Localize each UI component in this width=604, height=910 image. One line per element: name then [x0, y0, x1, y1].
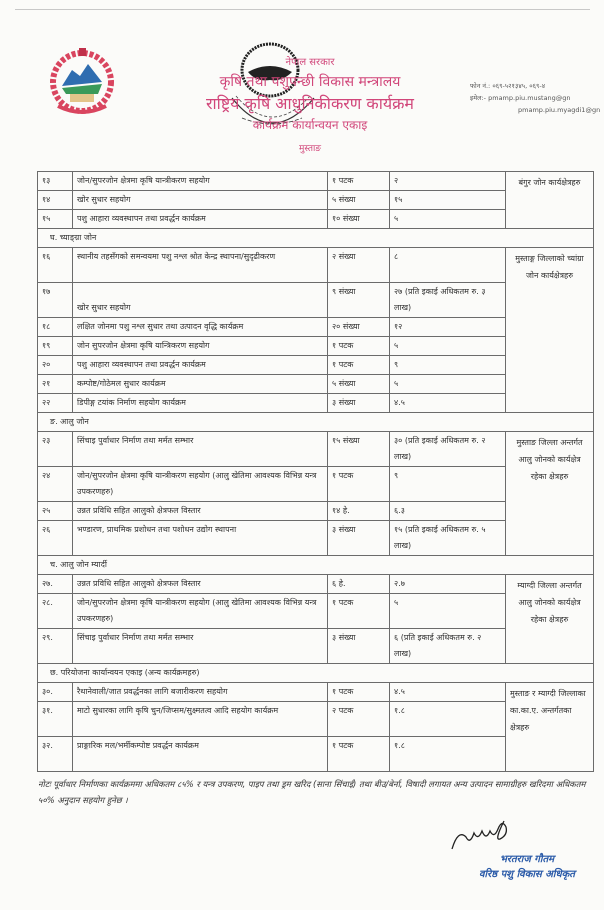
section-title: घ. च्याङ्ग्रा जोन	[38, 229, 594, 248]
cell-area: म्याग्दी जिल्ला अन्तर्गत आलु जोनको कार्यक्षेत्र रहेका क्षेत्रहरु	[506, 575, 594, 664]
cell-sn: २८.	[38, 594, 73, 629]
cell-budget: ५	[390, 375, 506, 394]
cell-budget: १२	[390, 318, 506, 337]
cell-budget: १.८	[390, 737, 506, 772]
header-government: नेपाल सरकार	[285, 57, 335, 68]
cell-unit: ९ संख्या	[328, 283, 390, 318]
table-row	[38, 575, 594, 594]
cell-sn: २३	[38, 432, 73, 467]
cell-unit: २ संख्या	[328, 248, 390, 283]
signature-mark	[448, 815, 518, 855]
table-row	[38, 432, 594, 467]
cell-budget: ९	[390, 356, 506, 375]
cell-sn: १९	[38, 337, 73, 356]
footnote: नोटः पूर्वाधार निर्माणका कार्यक्रममा अधिकतम ८५% र यन्त्र उपकरण, पाइप तथा ड्रम खरिद (साना सिंचाई) तथा बीउ/बेर्ना, विषादी लगायत अन्य उत्पादन सामाग्रीहरु खरिदमा अधिकतम ५०% अनुदान सहयोग हुनेछ ।	[38, 779, 586, 805]
program-table	[37, 171, 594, 772]
phone-value: ०६९-५२१३४५, ०६९-४	[492, 82, 546, 90]
cell-unit: १० संख्या	[328, 210, 390, 229]
signatory-name: भरतराज गौतम	[499, 854, 555, 865]
cell-activity: रैथानेवाली/जात प्रवर्द्धनका लागि बजारीकरण सहयोग	[73, 683, 328, 702]
cell-budget: ३० (प्रति इकाई अधिकतम रु. २ लाख)	[390, 432, 506, 467]
cell-sn: १७	[38, 283, 73, 318]
cell-sn: २५	[38, 502, 73, 521]
cell-unit: १ पटक	[328, 594, 390, 629]
signatory-stamp	[462, 852, 592, 882]
cell-sn: ३१.	[38, 702, 73, 737]
cell-budget: १.८	[390, 702, 506, 737]
cell-activity: प्राङ्गारिक मल/भर्मीकम्पोष्ट प्रवर्द्धन कार्यक्रम	[73, 737, 328, 772]
phone-line	[470, 80, 604, 92]
cell-sn: १३	[38, 172, 73, 191]
cell-unit: ३ संख्या	[328, 629, 390, 664]
cell-unit: २० संख्या	[328, 318, 390, 337]
cell-unit: ६ हे.	[328, 575, 390, 594]
section-title: च. आलु जोन म्यार्दी	[38, 556, 594, 575]
section-title: छ. परियोजना कार्यान्वयन एकाइ (अन्य कार्यक्रमहरु)	[38, 664, 594, 683]
cell-activity: सिंचाइ पुर्वाधार निर्माण तथा मर्मत सम्भार	[73, 629, 328, 664]
cell-area: बंगुर जोन कार्यक्षेत्रहरु	[506, 172, 594, 229]
cell-activity: जोन/सुपरजोन क्षेत्रमा कृषि यान्त्रीकरण सहयोग (आलु खेतिमा आवश्यक विभिन्न यन्त्र उपकरणहरु)	[73, 594, 328, 629]
cell-unit: १ पटक	[328, 467, 390, 502]
cell-budget: १५	[390, 191, 506, 210]
cell-activity: भण्डारण, प्राथमिक प्रशोधन तथा पशोधन उद्योग स्थापना	[73, 521, 328, 556]
cell-sn: २९.	[38, 629, 73, 664]
cell-budget: ४.५	[390, 394, 506, 413]
cell-budget: ६ (प्रति इकाई अधिकतम रु. २ लाख)	[390, 629, 506, 664]
cell-budget: ५	[390, 210, 506, 229]
cell-unit: ३ संख्या	[328, 521, 390, 556]
cell-budget: ५	[390, 594, 506, 629]
top-rule	[15, 9, 590, 10]
cell-area: मुस्ताङ र म्याग्दी जिल्लाका का.का.ए. अन्तर्गतका क्षेत्रहरु	[506, 683, 594, 772]
cell-budget: ९	[390, 467, 506, 502]
cell-unit: १४ हे.	[328, 502, 390, 521]
cell-sn: १८	[38, 318, 73, 337]
table-row	[38, 172, 594, 191]
section-heading-row	[38, 556, 594, 575]
cell-unit: १ पटक	[328, 683, 390, 702]
cell-activity: सिंचाइ पुर्वाधार निर्माण तथा मर्मत सम्भार	[73, 432, 328, 467]
cell-activity: पशु आहारा व्यवस्थापन तथा प्रवर्द्धन कार्यक्रम	[73, 210, 328, 229]
cell-sn: २६	[38, 521, 73, 556]
cell-unit: १ पटक	[328, 356, 390, 375]
cell-budget: २.७	[390, 575, 506, 594]
cell-sn: ३०.	[38, 683, 73, 702]
table-row	[38, 248, 594, 283]
cell-sn: २०	[38, 356, 73, 375]
cell-unit: १५ संख्या	[328, 432, 390, 467]
cell-unit: १ पटक	[328, 172, 390, 191]
table-row	[38, 683, 594, 702]
header-unit: कार्यक्रम कार्यान्वयन एकाइ	[252, 118, 368, 132]
cell-budget: ८	[390, 248, 506, 283]
section-heading-row	[38, 229, 594, 248]
cell-activity: जोन/सुपरजोन क्षेत्रमा कृषि यान्त्रीकरण सहयोग	[73, 172, 328, 191]
cell-activity: पशु आहारा व्यवस्थापन तथा प्रवर्द्धन कार्यक्रम	[73, 356, 328, 375]
cell-unit: १ पटक	[328, 737, 390, 772]
nepal-emblem-logo	[48, 46, 116, 120]
cell-budget: ४.५	[390, 683, 506, 702]
cell-budget: ५	[390, 337, 506, 356]
cell-sn: १४	[38, 191, 73, 210]
cell-sn: ३२.	[38, 737, 73, 772]
cell-activity: डिपीङ्ग टयांक निर्माण सहयोग कार्यक्रम	[73, 394, 328, 413]
email-1[interactable]: pmamp.piu.mustang@gn	[488, 94, 571, 102]
section-heading-row	[38, 413, 594, 432]
cell-unit: ५ संख्या	[328, 191, 390, 210]
cell-unit: ३ संख्या	[328, 394, 390, 413]
phone-label: फोन नं.:	[470, 82, 491, 90]
cell-activity: जोन/सुपरजोन क्षेत्रमा कृषि यान्त्रीकरण सहयोग (आलु खेतिमा आवश्यक विभिन्न यन्त्र उपकरणहरु)	[73, 467, 328, 502]
cell-sn: २२	[38, 394, 73, 413]
cell-unit: ५ संख्या	[328, 375, 390, 394]
cell-activity: उन्नत प्रविधि सहित आलुको क्षेत्रफल विस्तार	[73, 502, 328, 521]
cell-activity: लक्षित जोनमा पशु नश्ल सुधार तथा उत्पादन वृद्धि कार्यक्रम	[73, 318, 328, 337]
cell-area: मुस्ताङ्ग जिल्लाको च्यांग्रा जोन कार्यक्षेत्रहरु	[506, 248, 594, 413]
signatory-title: वरिष्ठ पशु विकास अधिकृत	[479, 869, 575, 880]
contact-block	[470, 80, 604, 116]
section-title: ङ. आलु जोन	[38, 413, 594, 432]
email-2[interactable]: pmamp.piu.myagdi1@gn	[518, 106, 601, 114]
cell-activity: खोर सुधार सहयोग	[73, 191, 328, 210]
header-program: राष्ट्रिय कृषि आधुनिकीकरण कार्यक्रम	[205, 94, 414, 113]
cell-activity: माटो सुधारका लागि कृषि चुन/जिप्सम/सुक्ष्मतत्व आदि सहयोग कार्यक्रम	[73, 702, 328, 737]
cell-activity: खोर सुधार सहयोग	[73, 283, 328, 318]
cell-sn: २१	[38, 375, 73, 394]
cell-sn: २४	[38, 467, 73, 502]
cell-budget: ६.३	[390, 502, 506, 521]
cell-budget: २७ (प्रति इकाई अधिकतम रु. ३ लाख)	[390, 283, 506, 318]
cell-sn: २७.	[38, 575, 73, 594]
cell-area: मुस्ताङ जिल्ला अन्तर्गत आलु जोनको कार्यक्षेत्र रहेका क्षेत्रहरु	[506, 432, 594, 556]
cell-sn: १६	[38, 248, 73, 283]
section-heading-row	[38, 664, 594, 683]
cell-activity: स्थानीय तहसँगको समन्वयमा पशु नश्ल श्रोत केन्द्र स्थापना/सुदृढीकरण	[73, 248, 328, 283]
header-ministry: कृषि तथा पशुपन्छी विकास मन्त्रालय	[219, 74, 401, 90]
cell-activity: उन्नत प्रविधि सहित आलुको क्षेत्रफल विस्तार	[73, 575, 328, 594]
cell-sn: १५	[38, 210, 73, 229]
cell-budget: २	[390, 172, 506, 191]
email-label: इमेल:-	[470, 94, 487, 102]
email-line	[470, 92, 604, 104]
cell-activity: कम्पोष्ट/गोठेमल सुधार कार्यक्रम	[73, 375, 328, 394]
cell-budget: १५ (प्रति इकाई अधिकतम रु. ५ लाख)	[390, 521, 506, 556]
cell-unit: १ पटक	[328, 337, 390, 356]
header-location: मुस्ताङ	[298, 144, 322, 154]
cell-unit: २ पटक	[328, 702, 390, 737]
cell-activity: जोन सुपरजोन क्षेत्रमा कृषि यान्त्रिकरण सहयोग	[73, 337, 328, 356]
